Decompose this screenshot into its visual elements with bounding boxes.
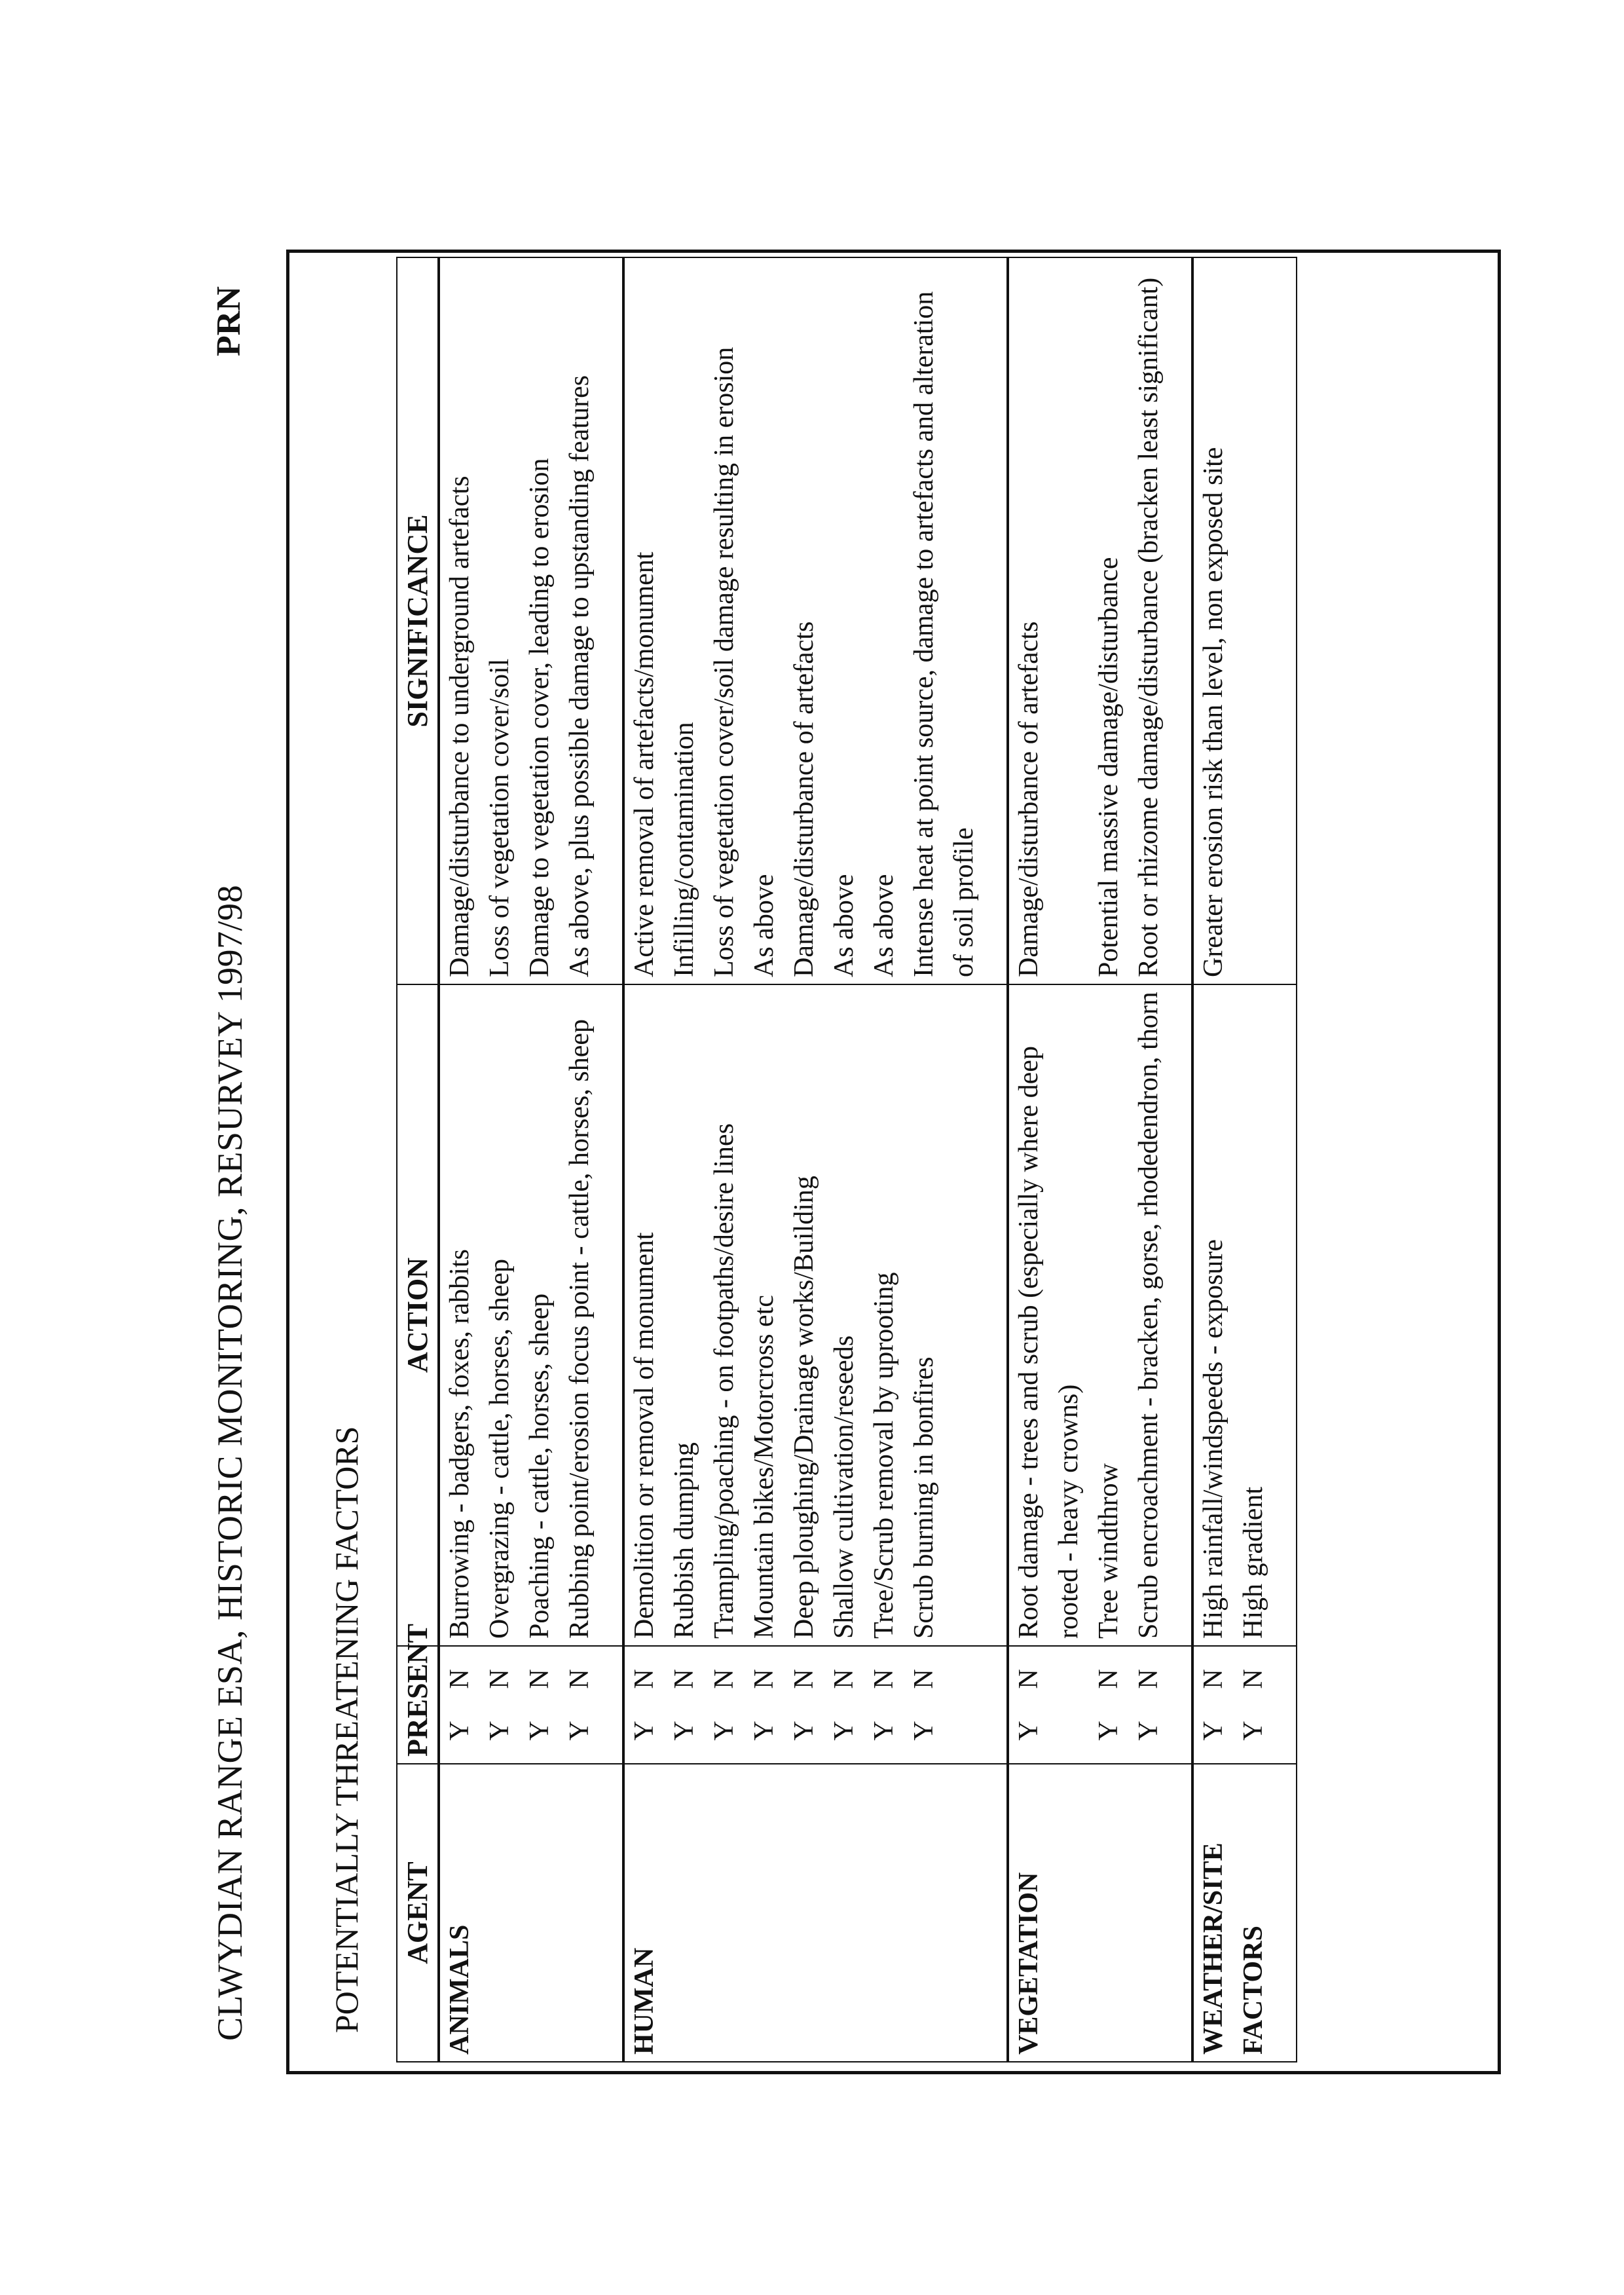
action-entry: Deep ploughing/Drainage works/Building	[789, 1176, 819, 1639]
present-yn	[665, 1653, 705, 1757]
action-entry: Scrub burning in bonfires	[909, 1356, 939, 1639]
column-header-significance: SIGNIFICANCE	[397, 257, 439, 984]
present-yn	[1234, 1653, 1274, 1757]
action-entry: High gradient	[1238, 1486, 1268, 1639]
significance-cell	[1192, 257, 1297, 984]
present-entry	[745, 1653, 784, 1757]
table-group-row	[1192, 257, 1297, 2062]
present-no-mark: N	[749, 1669, 779, 1689]
present-no-mark: N	[829, 1669, 859, 1689]
present-yn	[745, 1653, 784, 1757]
present-no-mark: N	[485, 1669, 515, 1689]
present-yes-mark: Y	[629, 1721, 659, 1741]
present-yes-mark: Y	[525, 1721, 555, 1741]
present-no-mark: N	[1094, 1669, 1124, 1689]
present-no-mark: N	[1238, 1669, 1268, 1689]
present-entry	[1129, 1653, 1169, 1757]
significance-entry: Root or rhizome damage/disturbance (bracken least significant)	[1134, 277, 1164, 977]
present-no-mark: N	[709, 1669, 739, 1689]
significance-cell	[439, 257, 623, 984]
significance-entry: As above, plus possible damage to upstanding features	[564, 375, 595, 977]
significance-entry: As above	[829, 874, 859, 977]
agent-cell: WEATHER/SITE FACTORS	[1192, 1764, 1297, 2062]
present-entry	[864, 1653, 904, 1757]
present-yes-mark: Y	[1238, 1721, 1268, 1741]
significance-entry: Infilling/contamination	[669, 722, 699, 977]
agent-cell: ANIMALS	[439, 1764, 623, 2062]
present-yes-mark: Y	[1014, 1721, 1044, 1741]
present-yes-mark: Y	[669, 1721, 699, 1741]
present-yes-mark: Y	[1134, 1721, 1164, 1741]
present-cell	[439, 1646, 623, 1764]
table-header-row	[397, 257, 439, 2062]
action-entry: Trampling/poaching - on footpaths/desire lines	[709, 1123, 739, 1639]
present-yn	[864, 1653, 904, 1757]
present-yn	[625, 1653, 665, 1757]
present-yn	[1009, 1653, 1049, 1757]
significance-entry: Active removal of artefacts/monument	[629, 551, 659, 977]
column-header-agent: AGENT	[397, 1764, 439, 2062]
present-entry	[1009, 1653, 1089, 1757]
present-no-mark: N	[445, 1669, 475, 1689]
present-yn	[1089, 1653, 1129, 1757]
column-header-action: ACTION	[397, 984, 439, 1646]
significance-cell	[623, 257, 1008, 984]
present-yn	[480, 1653, 520, 1757]
present-no-mark: N	[1134, 1669, 1164, 1689]
table-group-row	[623, 257, 1008, 2062]
present-yn	[705, 1653, 745, 1757]
present-entry	[1194, 1653, 1234, 1757]
column-header-present: PRESENT	[397, 1646, 439, 1764]
present-yes-mark: Y	[909, 1721, 939, 1741]
action-entry: Rubbish dumping	[669, 1442, 699, 1639]
present-no-mark: N	[669, 1669, 699, 1689]
present-no-mark: N	[1014, 1669, 1044, 1689]
present-yes-mark: Y	[445, 1721, 475, 1741]
significance-entry: Greater erosion risk than level, non exposed site	[1198, 447, 1228, 977]
present-yn	[1129, 1653, 1169, 1757]
present-entry	[784, 1653, 824, 1757]
present-entry	[440, 1653, 480, 1757]
significance-entry: Intense heat at point source, damage to artefacts and alteration of soil profile	[909, 291, 979, 977]
threat-table	[396, 257, 1297, 2062]
present-yn	[440, 1653, 480, 1757]
section-title: POTENTIALLY THREATENING FACTORS	[328, 1426, 365, 2033]
table-group-row	[1008, 257, 1192, 2062]
present-yn	[520, 1653, 560, 1757]
present-yes-mark: Y	[789, 1721, 819, 1741]
table-body	[439, 257, 1297, 2062]
present-yn	[560, 1653, 600, 1757]
significance-entry: As above	[869, 874, 899, 977]
present-no-mark: N	[869, 1669, 899, 1689]
action-entry: Overgrazing - cattle, horses, sheep	[485, 1258, 515, 1639]
present-entry	[625, 1653, 665, 1757]
action-entry: Shallow cultivation/reseeds	[829, 1335, 859, 1639]
significance-entry: Damage to vegetation cover, leading to erosion	[525, 458, 555, 977]
action-entry: Root damage - trees and scrub (especially where deep rooted - heavy crowns)	[1014, 1046, 1084, 1639]
present-yes-mark: Y	[709, 1721, 739, 1741]
present-yn	[824, 1653, 864, 1757]
prn-label: PRN	[210, 286, 248, 356]
action-entry: Tree windthrow	[1094, 1463, 1124, 1639]
document-title: CLWYDIAN RANGE ESA, HISTORIC MONITORING, RESURVEY 1997/98	[210, 884, 249, 2041]
present-yes-mark: Y	[869, 1721, 899, 1741]
present-no-mark: N	[789, 1669, 819, 1689]
present-entry	[824, 1653, 864, 1757]
present-yes-mark: Y	[485, 1721, 515, 1741]
present-entry	[520, 1653, 560, 1757]
present-cell	[623, 1646, 1008, 1764]
present-entry	[665, 1653, 705, 1757]
significance-cell	[1008, 257, 1192, 984]
present-cell	[1192, 1646, 1297, 1764]
action-entry: Mountain bikes/Motorcross etc	[749, 1295, 779, 1639]
present-yn	[784, 1653, 824, 1757]
significance-entry: Damage/disturbance to underground artefacts	[445, 476, 475, 977]
present-yes-mark: Y	[749, 1721, 779, 1741]
significance-entry: Damage/disturbance of artefacts	[1014, 621, 1044, 977]
significance-entry: Damage/disturbance of artefacts	[789, 621, 819, 977]
present-cell	[1008, 1646, 1192, 1764]
action-entry: Burrowing - badgers, foxes, rabbits	[445, 1249, 475, 1639]
present-entry	[1089, 1653, 1129, 1757]
present-yes-mark: Y	[1198, 1721, 1228, 1741]
present-yes-mark: Y	[1094, 1721, 1124, 1741]
present-yes-mark: Y	[564, 1721, 595, 1741]
present-entry	[1234, 1653, 1274, 1757]
present-no-mark: N	[525, 1669, 555, 1689]
present-entry	[904, 1653, 984, 1757]
present-no-mark: N	[564, 1669, 595, 1689]
table-group-row	[439, 257, 623, 2062]
present-no-mark: N	[909, 1669, 939, 1689]
present-yn	[1194, 1653, 1234, 1757]
present-entry	[480, 1653, 520, 1757]
present-entry	[705, 1653, 745, 1757]
action-entry: Demolition or removal of monument	[629, 1232, 659, 1639]
action-entry: Rubbing point/erosion focus point - cattle, horses, sheep	[564, 1018, 595, 1639]
significance-entry: Potential massive damage/disturbance	[1094, 557, 1124, 977]
present-entry	[560, 1653, 600, 1757]
significance-entry	[1234, 265, 1274, 977]
action-cell	[623, 984, 1008, 1646]
agent-cell: VEGETATION	[1008, 1764, 1192, 2062]
present-yn	[904, 1653, 944, 1757]
present-no-mark: N	[629, 1669, 659, 1689]
action-entry: High rainfall/windspeeds - exposure	[1198, 1239, 1228, 1639]
action-cell	[1008, 984, 1192, 1646]
significance-entry: Loss of vegetation cover/soil damage resulting in erosion	[709, 346, 739, 977]
action-cell	[1192, 984, 1297, 1646]
present-yes-mark: Y	[829, 1721, 859, 1741]
action-entry: Poaching - cattle, horses, sheep	[525, 1293, 555, 1639]
action-entry: Tree/Scrub removal by uprooting	[869, 1272, 899, 1639]
action-entry: Scrub encroachment - bracken, gorse, rhodedendron, thorn	[1134, 992, 1164, 1639]
significance-entry: Loss of vegetation cover/soil	[485, 658, 515, 977]
threat-table-container	[396, 258, 1297, 2062]
present-no-mark: N	[1198, 1669, 1228, 1689]
action-cell	[439, 984, 623, 1646]
significance-entry: As above	[749, 874, 779, 977]
agent-cell: HUMAN	[623, 1764, 1008, 2062]
